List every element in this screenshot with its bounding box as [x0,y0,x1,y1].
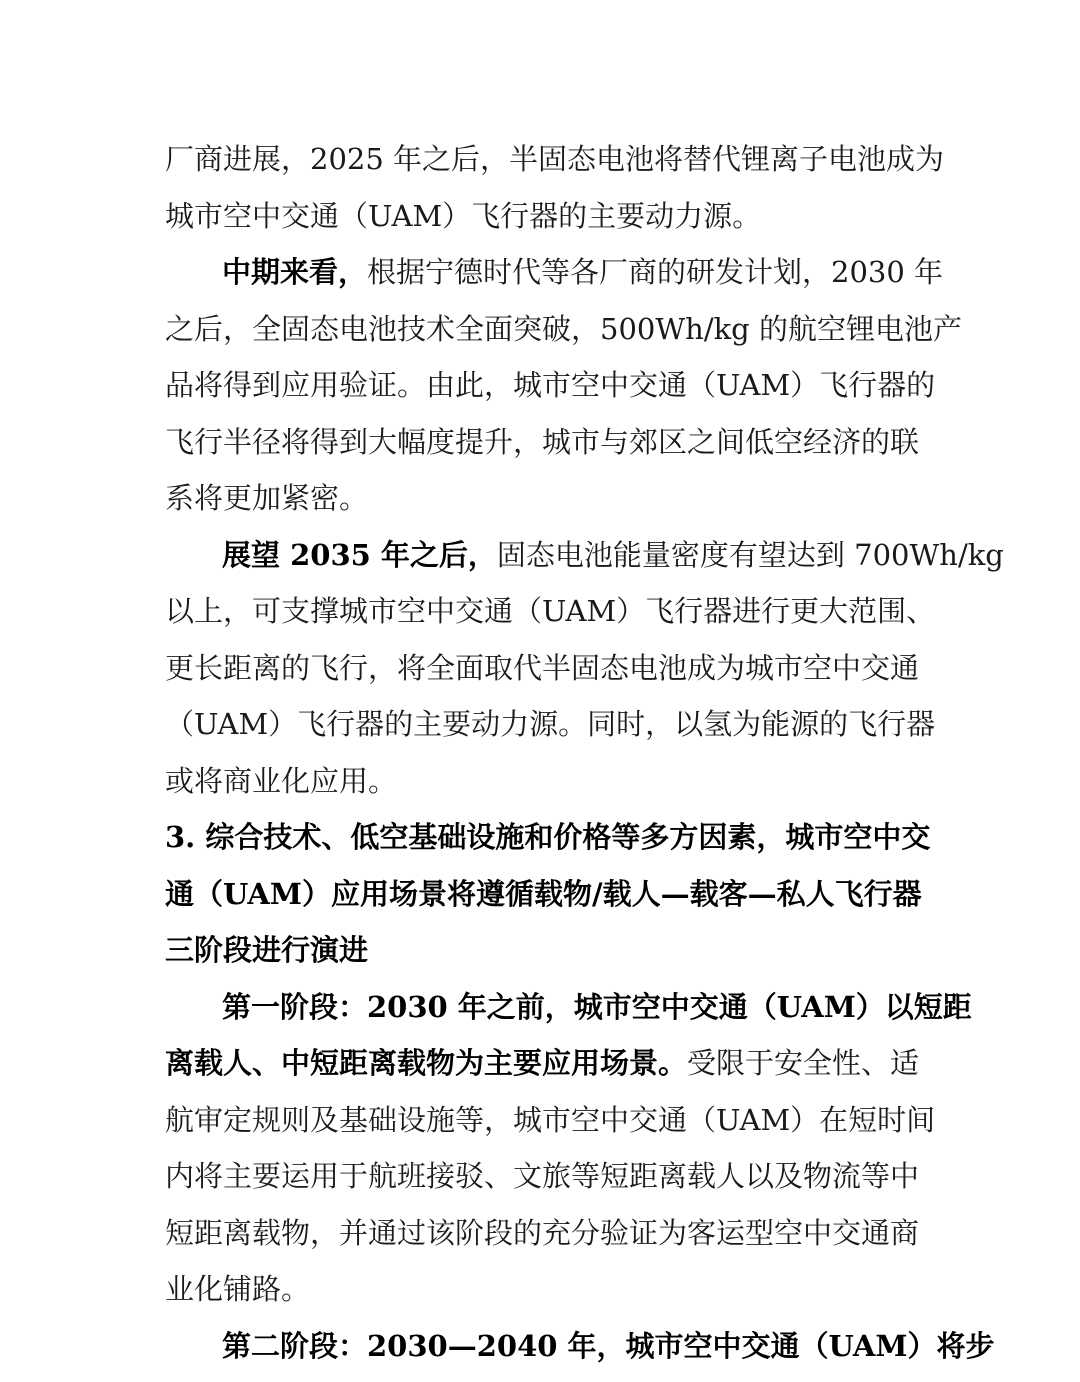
paragraph-2-line-4: 飞行半径将得到大幅度提升，城市与郊区之间低空经济的联 [165,425,920,459]
section-heading-line-3: 三阶段进行演进 [165,933,369,967]
paragraph-2-line-3: 品将得到应用验证。由此，城市空中交通（UAM）飞行器的 [165,368,936,402]
paragraph-3-line-2: 以上，可支撑城市空中交通（UAM）飞行器进行更大范围、 [165,594,936,628]
paragraph-3-line-1-text: 固态电池能量密度有望达到 700Wh/kg [496,538,1004,572]
paragraph-3-line-4: （UAM）飞行器的主要动力源。同时，以氢为能源的飞行器 [165,707,936,741]
section-heading-line-1: 3. 综合技术、低空基础设施和价格等多方因素，城市空中交 [165,820,931,854]
paragraph-3-line-1 [222,527,1004,583]
paragraph-1-line-2: 城市空中交通（UAM）飞行器的主要动力源。 [165,199,762,233]
paragraph-4-line-6: 业化铺路。 [165,1272,311,1306]
paragraph-3-line-5: 或将商业化应用。 [165,764,398,798]
paragraph-1-line-1: 厂商进展，2025 年之后，半固态电池将替代锂离子电池成为 [165,142,945,176]
paragraph-2-line-1 [222,244,944,300]
paragraph-3-lead: 展望 2035 年之后， [222,538,497,572]
paragraph-2-line-2: 之后，全固态电池技术全面突破，500Wh/kg 的航空锂电池产 [165,312,962,346]
paragraph-4-line-4: 内将主要运用于航班接驳、文旅等短距离载人以及物流等中 [165,1159,920,1193]
paragraph-4-line-3: 航审定规则及基础设施等，城市空中交通（UAM）在短时间 [165,1103,936,1137]
paragraph-4-line-2-text: 受限于安全性、适 [687,1046,920,1080]
paragraph-2-line-1-text: 根据宁德时代等各厂商的研发计划，2030 年 [367,255,944,289]
paragraph-4-line-1: 第一阶段：2030 年之前，城市空中交通（UAM）以短距 [222,990,972,1024]
paragraph-2-line-5: 系将更加紧密。 [165,481,369,515]
paragraph-4-line-5: 短距离载物，并通过该阶段的充分验证为客运型空中交通商 [165,1216,920,1250]
paragraph-4-line-2-bold: 离载人、中短距离载物为主要应用场景。 [165,1046,688,1080]
section-heading-line-2: 通（UAM）应用场景将遵循载物/载人—载客—私人飞行器 [165,877,922,911]
paragraph-5-line-1: 第二阶段：2030—2040 年，城市空中交通（UAM）将步 [222,1329,995,1363]
paragraph-3-line-3: 更长距离的飞行，将全面取代半固态电池成为城市空中交通 [165,651,920,685]
paragraph-2-lead: 中期来看， [222,255,368,289]
paragraph-4-line-2 [165,1035,920,1091]
